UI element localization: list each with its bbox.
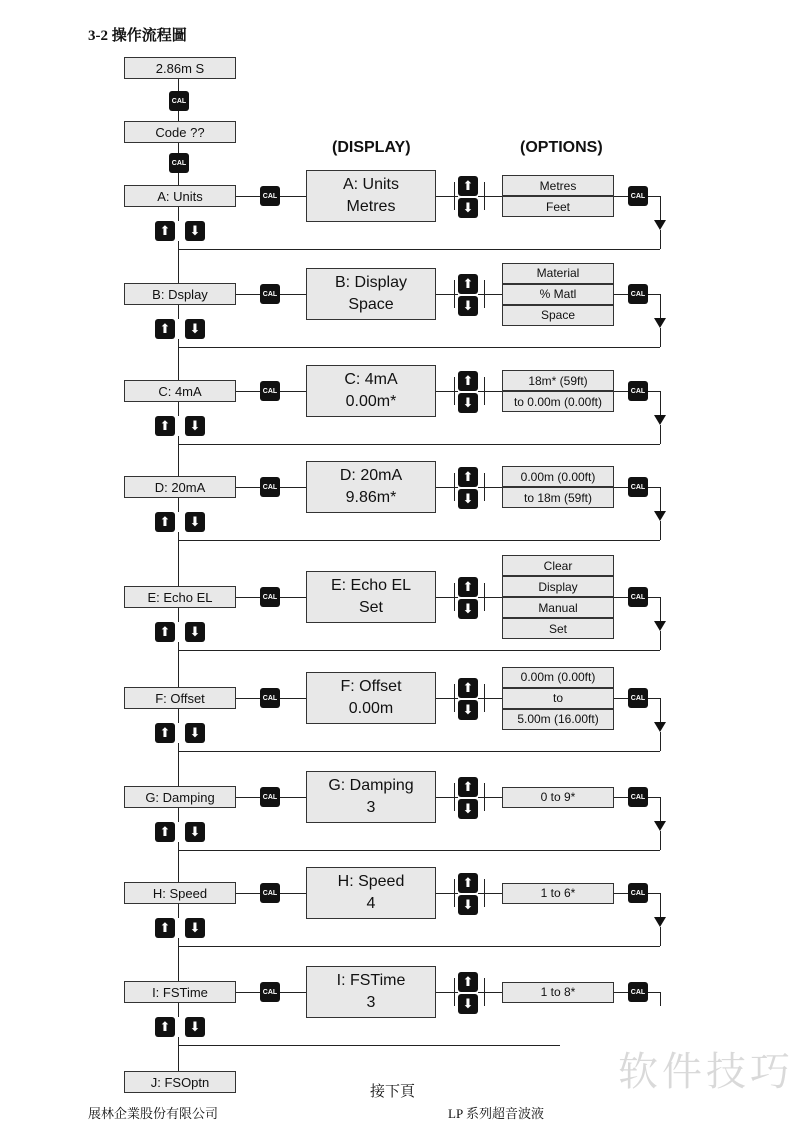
cal-button[interactable]: CAL (260, 688, 280, 708)
up-arrow-icon[interactable]: ⬆ (155, 1017, 175, 1037)
up-arrow-icon[interactable]: ⬆ (155, 723, 175, 743)
reading-display-box: 2.86m S (124, 57, 236, 79)
down-arrow-icon[interactable]: ⬇ (185, 319, 205, 339)
step-label-box: B: Dsplay (124, 283, 236, 305)
up-arrow-icon[interactable]: ⬆ (458, 577, 478, 597)
cal-button[interactable]: CAL (628, 381, 648, 401)
step-label-box: E: Echo EL (124, 586, 236, 608)
option-box[interactable]: 0.00m (0.00ft) (502, 667, 614, 688)
display-screen-box (306, 571, 436, 623)
down-arrow-icon[interactable]: ⬇ (458, 700, 478, 720)
watermark: 软件技巧 (618, 1049, 794, 1095)
cal-button[interactable]: CAL (260, 381, 280, 401)
down-arrow-icon[interactable]: ⬇ (185, 416, 205, 436)
display-title: E: Echo EL (330, 577, 412, 594)
cal-button[interactable]: CAL (628, 883, 648, 903)
flow-arrowhead-icon (654, 318, 666, 328)
down-arrow-icon[interactable]: ⬇ (458, 994, 478, 1014)
display-value: 3 (366, 799, 376, 816)
up-arrow-icon[interactable]: ⬆ (155, 221, 175, 241)
final-step-box: J: FSOptn (124, 1071, 236, 1093)
up-arrow-icon[interactable]: ⬆ (458, 274, 478, 294)
options-header: (OPTIONS) (520, 139, 603, 156)
option-box[interactable]: 0 to 9* (502, 787, 614, 808)
display-screen-box (306, 771, 436, 823)
option-box[interactable]: to 18m (59ft) (502, 487, 614, 508)
display-title: I: FSTime (336, 972, 406, 989)
cal-button[interactable]: CAL (628, 982, 648, 1002)
cal-button[interactable]: CAL (260, 587, 280, 607)
cal-button[interactable]: CAL (628, 587, 648, 607)
display-screen-box (306, 461, 436, 513)
display-screen-box (306, 966, 436, 1018)
down-arrow-icon[interactable]: ⬇ (185, 822, 205, 842)
display-screen-box (306, 365, 436, 417)
option-box[interactable]: Set (502, 618, 614, 639)
up-arrow-icon[interactable]: ⬆ (458, 678, 478, 698)
display-screen-box (306, 672, 436, 724)
option-box[interactable]: % Matl (502, 284, 614, 305)
flow-arrowhead-icon (654, 821, 666, 831)
down-arrow-icon[interactable]: ⬇ (185, 622, 205, 642)
cal-button[interactable]: CAL (260, 186, 280, 206)
option-box[interactable]: Feet (502, 196, 614, 217)
cal-button[interactable]: CAL (260, 284, 280, 304)
up-arrow-icon[interactable]: ⬆ (458, 777, 478, 797)
flow-arrowhead-icon (654, 511, 666, 521)
flow-arrowhead-icon (654, 220, 666, 230)
option-box[interactable]: Display (502, 576, 614, 597)
option-box[interactable]: Metres (502, 175, 614, 196)
display-title: F: Offset (340, 678, 402, 695)
step-label-box: G: Damping (124, 786, 236, 808)
display-value: Set (358, 599, 383, 616)
continue-text: 接下頁 (370, 1084, 416, 1100)
down-arrow-icon[interactable]: ⬇ (458, 198, 478, 218)
step-label-box: F: Offset (124, 687, 236, 709)
flow-arrowhead-icon (654, 621, 666, 631)
step-label-box: A: Units (124, 185, 236, 207)
cal-button[interactable]: CAL (169, 153, 189, 173)
up-arrow-icon[interactable]: ⬆ (155, 512, 175, 532)
down-arrow-icon[interactable]: ⬇ (458, 489, 478, 509)
up-arrow-icon[interactable]: ⬆ (458, 176, 478, 196)
cal-button[interactable]: CAL (628, 688, 648, 708)
down-arrow-icon[interactable]: ⬇ (458, 799, 478, 819)
down-arrow-icon[interactable]: ⬇ (185, 1017, 205, 1037)
step-label-box: C: 4mA (124, 380, 236, 402)
cal-button[interactable]: CAL (628, 284, 648, 304)
cal-button[interactable]: CAL (260, 883, 280, 903)
display-value: Space (348, 296, 394, 313)
up-arrow-icon[interactable]: ⬆ (458, 467, 478, 487)
code-box: Code ?? (124, 121, 236, 143)
display-value: 9.86m* (345, 489, 397, 506)
option-box[interactable]: Material (502, 263, 614, 284)
display-value: 0.00m* (345, 393, 397, 410)
display-title: D: 20mA (339, 467, 403, 484)
footer-product: LP 系列超音波液 (448, 1106, 544, 1121)
option-box[interactable]: Manual (502, 597, 614, 618)
down-arrow-icon[interactable]: ⬇ (185, 723, 205, 743)
display-value: 3 (366, 994, 376, 1011)
option-box[interactable]: 1 to 6* (502, 883, 614, 904)
option-box[interactable]: to (502, 688, 614, 709)
up-arrow-icon[interactable]: ⬆ (155, 416, 175, 436)
display-title: C: 4mA (344, 371, 398, 388)
display-title: A: Units (342, 176, 399, 193)
down-arrow-icon[interactable]: ⬇ (458, 599, 478, 619)
option-box[interactable]: Clear (502, 555, 614, 576)
flow-arrowhead-icon (654, 722, 666, 732)
down-arrow-icon[interactable]: ⬇ (185, 221, 205, 241)
display-title: B: Display (334, 274, 408, 291)
option-box[interactable]: 5.00m (16.00ft) (502, 709, 614, 730)
display-screen-box (306, 170, 436, 222)
up-arrow-icon[interactable]: ⬆ (155, 622, 175, 642)
cal-button[interactable]: CAL (260, 982, 280, 1002)
cal-button[interactable]: CAL (260, 787, 280, 807)
cal-button[interactable]: CAL (169, 91, 189, 111)
display-value: Metres (346, 198, 396, 215)
cal-button[interactable]: CAL (628, 186, 648, 206)
footer-company: 展林企業股份有限公司 (88, 1106, 219, 1121)
down-arrow-icon[interactable]: ⬇ (185, 512, 205, 532)
step-label-box: H: Speed (124, 882, 236, 904)
up-arrow-icon[interactable]: ⬆ (155, 918, 175, 938)
cal-button[interactable]: CAL (628, 477, 648, 497)
option-box[interactable]: 0.00m (0.00ft) (502, 466, 614, 487)
down-arrow-icon[interactable]: ⬇ (185, 918, 205, 938)
option-box[interactable]: to 0.00m (0.00ft) (502, 391, 614, 412)
up-arrow-icon[interactable]: ⬆ (155, 319, 175, 339)
flow-arrowhead-icon (654, 415, 666, 425)
step-label-box: D: 20mA (124, 476, 236, 498)
cal-button[interactable]: CAL (628, 787, 648, 807)
display-screen-box (306, 268, 436, 320)
down-arrow-icon[interactable]: ⬇ (458, 895, 478, 915)
display-header: (DISPLAY) (332, 139, 411, 156)
display-title: G: Damping (328, 777, 414, 794)
section-title: 3-2 操作流程圖 (88, 28, 187, 44)
cal-button[interactable]: CAL (260, 477, 280, 497)
display-screen-box (306, 867, 436, 919)
up-arrow-icon[interactable]: ⬆ (155, 822, 175, 842)
option-box[interactable]: Space (502, 305, 614, 326)
display-title: H: Speed (337, 873, 405, 890)
up-arrow-icon[interactable]: ⬆ (458, 371, 478, 391)
step-label-box: I: FSTime (124, 981, 236, 1003)
up-arrow-icon[interactable]: ⬆ (458, 873, 478, 893)
down-arrow-icon[interactable]: ⬇ (458, 296, 478, 316)
down-arrow-icon[interactable]: ⬇ (458, 393, 478, 413)
display-value: 4 (366, 895, 376, 912)
option-box[interactable]: 18m* (59ft) (502, 370, 614, 391)
up-arrow-icon[interactable]: ⬆ (458, 972, 478, 992)
display-value: 0.00m (348, 700, 394, 717)
option-box[interactable]: 1 to 8* (502, 982, 614, 1003)
flow-arrowhead-icon (654, 917, 666, 927)
